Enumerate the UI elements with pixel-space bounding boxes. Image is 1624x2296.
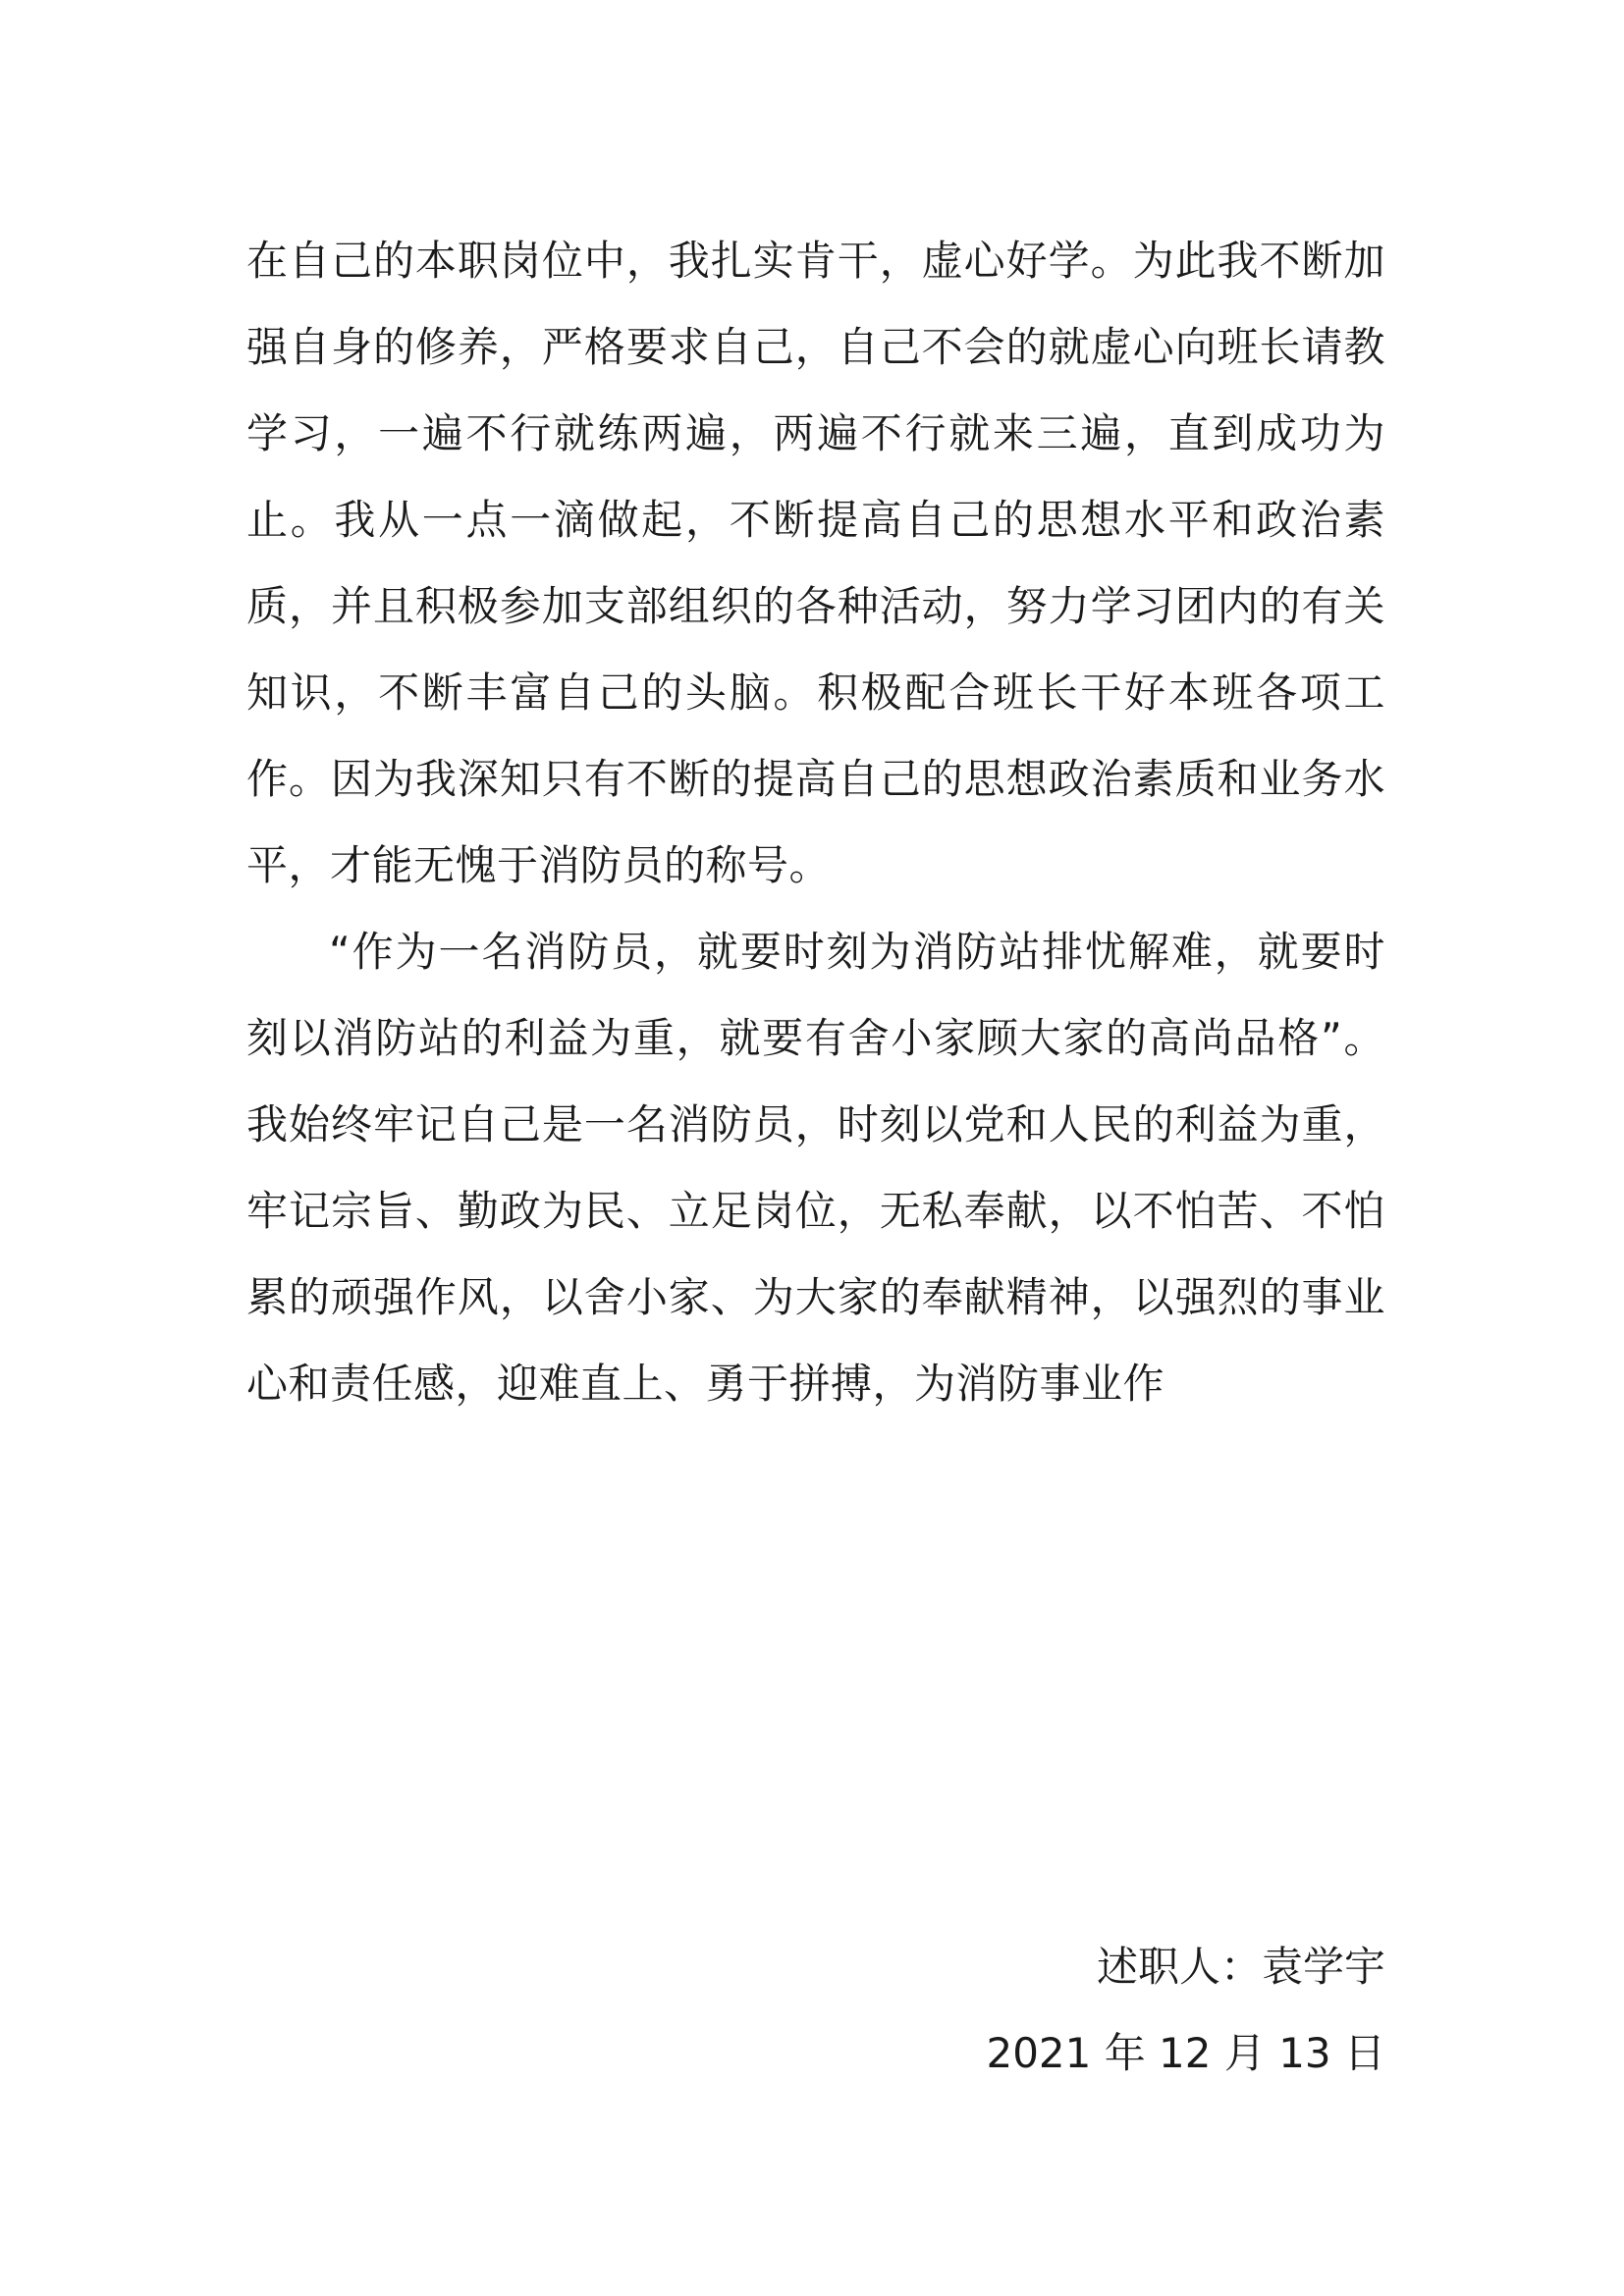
signature-block: [986, 1924, 1385, 2097]
report-date: 2021 年 12 月 13 日: [986, 2029, 1385, 2077]
paragraph-2: “作为一名消防员，就要时刻为消防站排忧解难，就要时刻以消防站的利益为重，就要有舍小家顾大家的高尚品格”。我始终牢记自己是一名消防员，时刻以党和人民的利益为重，牢记宗旨、勤政为民、立足岗位，无私奉献，以不怕苦、不怕累的顽强作风，以舍小家、为大家的奉献精神，以强烈的事业心和责任感，迎难直上、勇于拼搏，为消防事业作: [246, 928, 1385, 1408]
paragraph-1: 在自己的本职岗位中，我扎实肯干，虚心好学。为此我不断加强自身的修养，严格要求自己，自己不会的就虚心向班长请教学习，一遍不行就练两遍，两遍不行就来三遍，直到成功为止。我从一点一滴做起，不断提高自己的思想水平和政治素质，并且积极参加支部组织的各种活动，努力学习团内的有关知识，不断丰富自己的头脑。积极配合班长干好本班各项工作。因为我深知只有不断的提高自己的思想政治素质和业务水平，才能无愧于消防员的称号。: [246, 237, 1385, 889]
reporter-name: 述职人：袁学宇: [1096, 1943, 1385, 1991]
document-body: [246, 218, 1385, 1427]
